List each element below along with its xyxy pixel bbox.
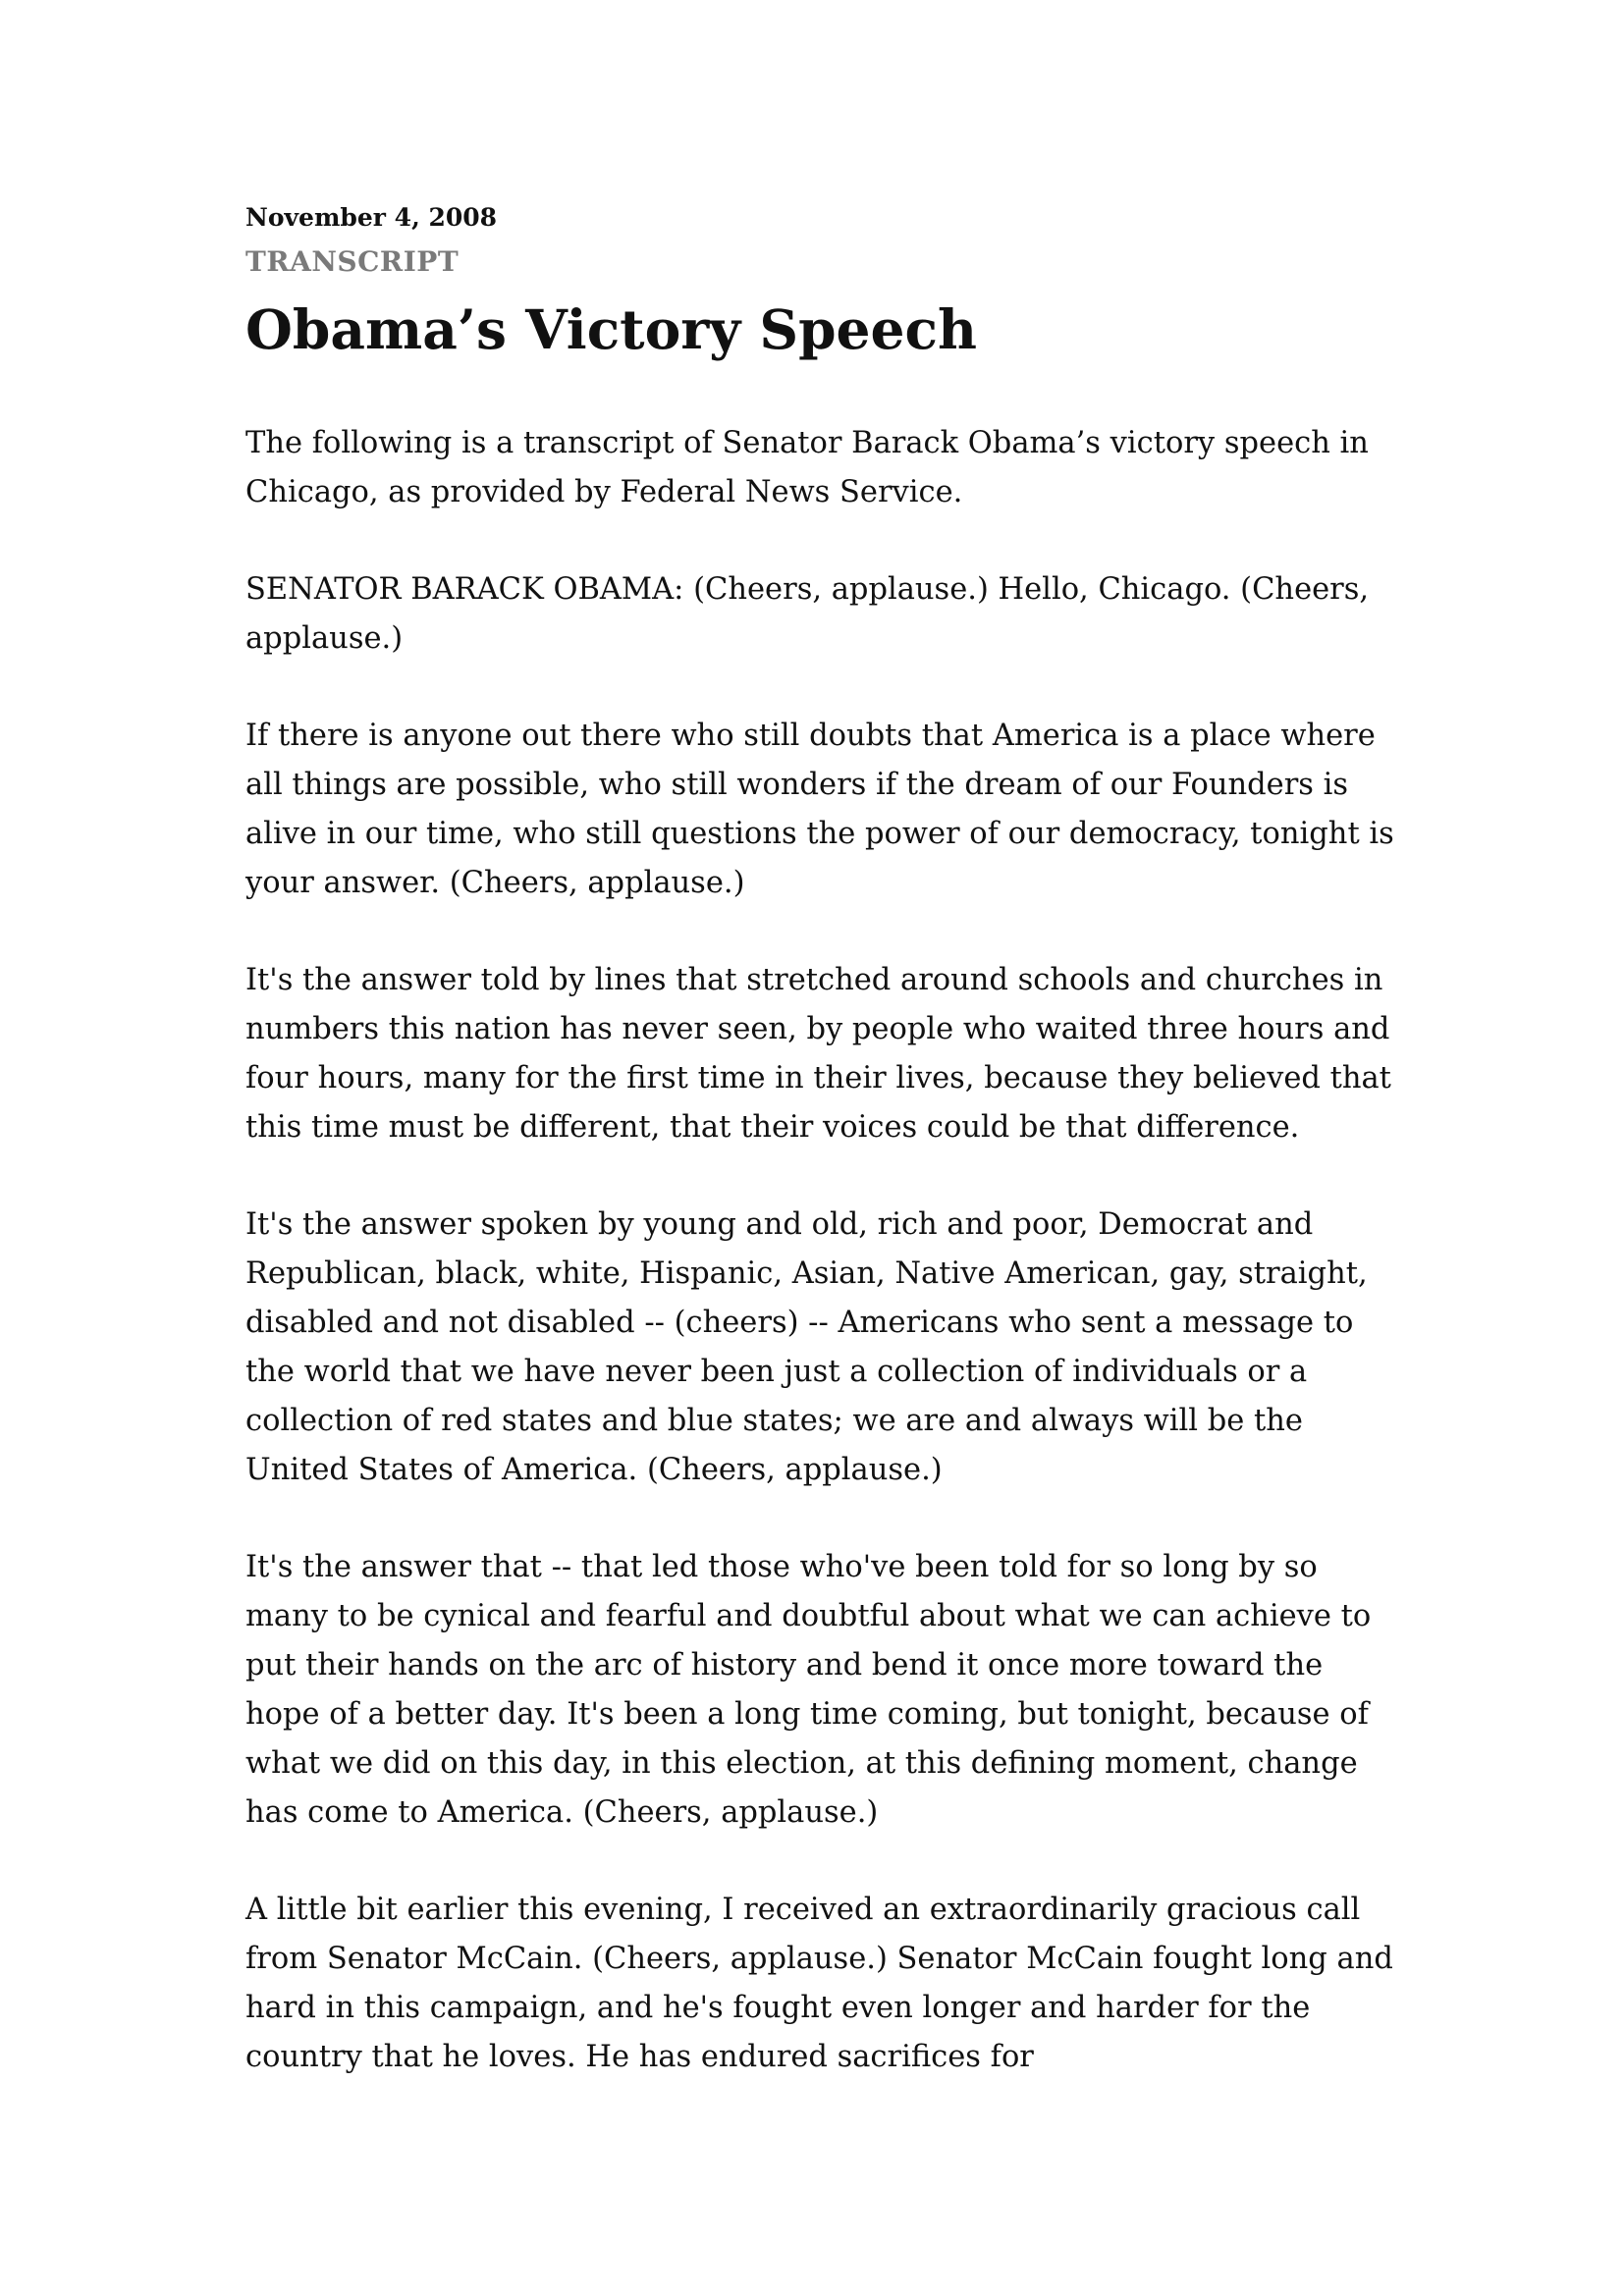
document-page xyxy=(245,201,1404,2130)
paragraph-arc-of-history: It's the answer that -- that led those who've been told for so long by so many to be cynical and fearful and doubtful about what we can achieve to put their hands on the arc of history and bend it once more toward the hope of a better day. It's been a long time coming, but tonight, because of what we did on this day, in this election, at this defining moment, change has come to America. (Cheers, applause.) xyxy=(245,1550,1372,1830)
paragraph-intro: The following is a transcript of Senator Barack Obama’s victory speech in Chicago, as provided by Federal News Service. xyxy=(245,426,1369,509)
article-body xyxy=(245,419,1404,2082)
paragraph-spoken: It's the answer spoken by young and old, rich and poor, Democrat and Republican, black, white, Hispanic, Asian, Native American, gay, straight, disabled and not disabled -- (cheers) -- Americans who sent a message to the world that we have never been just a collection of individuals or a collection of red states and blue states; we are and always will be the United States of America. (Cheers, applause.) xyxy=(245,1207,1368,1487)
paragraph-greeting: SENATOR BARACK OBAMA: (Cheers, applause.) Hello, Chicago. (Cheers, applause.) xyxy=(245,572,1370,656)
article-date: November 4, 2008 xyxy=(245,203,498,232)
paragraph-answer: If there is anyone out there who still doubts that America is a place where all things are possible, who still wonders if the dream of our Founders is alive in our time, who still questions the power of our democracy, tonight is your answer. (Cheers, applause.) xyxy=(245,719,1394,900)
paragraph-mccain: A little bit earlier this evening, I received an extraordinarily gracious call from Senator McCain. (Cheers, applause.) Senator McCain fought long and hard in this campaign, and he's fought even longer and harder for the country that he loves. He has endured sacrifices for xyxy=(245,1893,1393,2074)
paragraph-lines: It's the answer told by lines that stretched around schools and churches in numbers this nation has never seen, by people who waited three hours and four hours, many for the first time in their lives, because they believed that this time must be different, that their voices could be that difference. xyxy=(245,963,1391,1145)
article-kicker: TRANSCRIPT xyxy=(245,245,460,278)
article-title: Obama’s Victory Speech xyxy=(245,297,977,361)
